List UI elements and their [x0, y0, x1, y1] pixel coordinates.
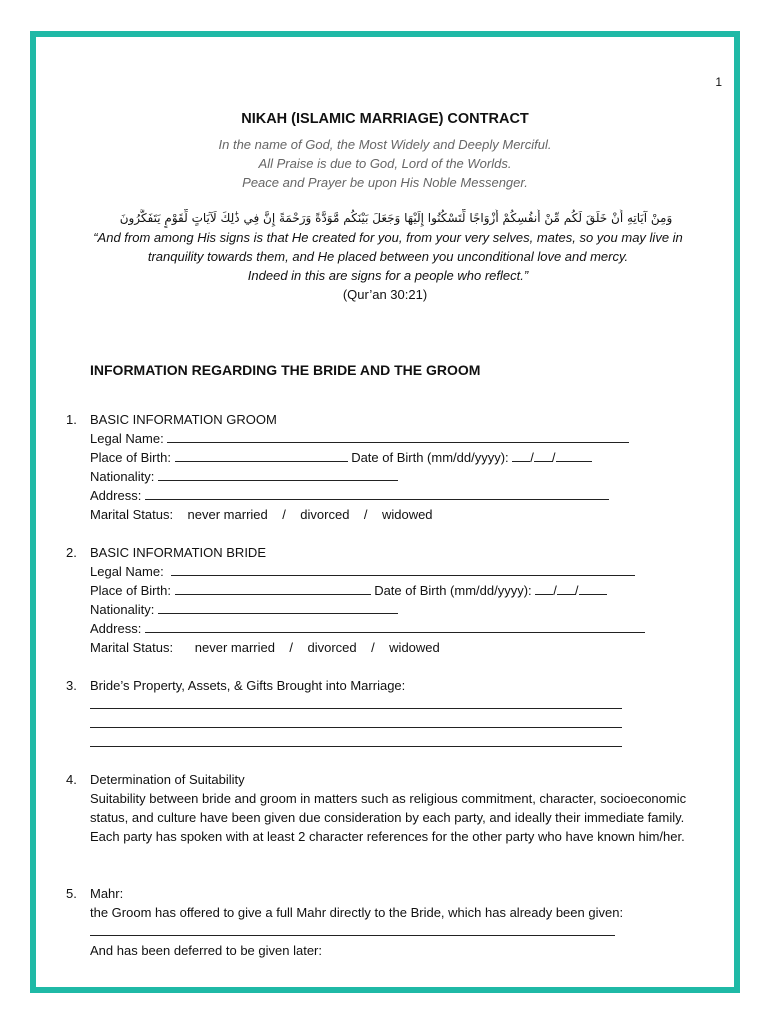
bride-option-never-married[interactable]: never married: [194, 640, 275, 655]
mahr-deferred-text: And has been deferred to be given later:: [90, 943, 322, 958]
bride-option-divorced[interactable]: divorced: [307, 640, 357, 655]
quote-line: Indeed in this are signs for a people who reflect.”: [247, 268, 529, 283]
bride-legal-name-row: [90, 562, 716, 581]
bride-dob-year-field[interactable]: [579, 581, 607, 595]
bride-option-widowed[interactable]: widowed: [389, 640, 440, 655]
groom-place-of-birth-field[interactable]: [175, 448, 348, 462]
groom-section: [66, 410, 716, 524]
property-line-row: [90, 714, 716, 733]
bride-marital-row: [90, 638, 716, 657]
groom-legal-name-field[interactable]: [167, 429, 629, 443]
bride-number: 2.: [66, 545, 77, 560]
groom-nationality-label: Nationality:: [90, 469, 155, 484]
suitability-section: [66, 770, 716, 846]
groom-address-label: Address:: [90, 488, 142, 503]
mahr-number: 5.: [66, 886, 77, 901]
bride-nationality-field[interactable]: [158, 600, 398, 614]
groom-marital-label: Marital Status:: [90, 507, 174, 522]
groom-address-row: [90, 486, 716, 505]
verse-reference: (Qur’an 30:21): [342, 287, 428, 302]
mahr-title: Mahr:: [90, 886, 124, 901]
quote-line: tranquility towards them, and He placed between you unconditional love and mercy.: [147, 249, 629, 264]
groom-dob-label: Date of Birth (mm/dd/yyyy):: [351, 450, 509, 465]
quote-line: “And from among His signs is that He created for you, from your very selves, mates, so you may live in: [93, 230, 683, 245]
groom-dob-year-field[interactable]: [556, 448, 592, 462]
property-line-row: [90, 733, 716, 752]
bride-dob-label: Date of Birth (mm/dd/yyyy):: [374, 583, 532, 598]
property-section: [66, 676, 716, 752]
invocation: [36, 135, 734, 192]
groom-number: 1.: [66, 412, 77, 427]
groom-birth-row: Place of Birth: Date of Birth (mm/dd/yyyy): / /: [90, 448, 716, 467]
property-line-row: [90, 695, 716, 714]
invocation-line: All Praise is due to God, Lord of the Worlds.: [258, 156, 512, 171]
verse-translation: [66, 228, 710, 285]
separator: /: [282, 507, 286, 522]
bride-title: BASIC INFORMATION BRIDE: [90, 545, 266, 560]
mahr-section: [66, 884, 716, 960]
bride-address-row: [90, 619, 716, 638]
bride-marital-label: Marital Status:: [90, 640, 174, 655]
bride-nationality-row: [90, 600, 716, 619]
groom-option-never-married[interactable]: never married: [187, 507, 268, 522]
mahr-given-field[interactable]: [90, 922, 615, 936]
bride-dob-day-field[interactable]: [557, 581, 575, 595]
groom-nationality-row: [90, 467, 716, 486]
bride-section: [66, 543, 716, 657]
bride-address-label: Address:: [90, 621, 142, 636]
groom-place-of-birth-label: Place of Birth:: [90, 450, 171, 465]
separator: /: [289, 640, 294, 655]
separator: /: [363, 507, 368, 522]
invocation-line: Peace and Prayer be upon His Noble Messenger.: [242, 175, 528, 190]
property-field-2[interactable]: [90, 714, 622, 728]
document-page: [36, 37, 734, 987]
section-heading: INFORMATION REGARDING THE BRIDE AND THE GROOM: [90, 362, 481, 378]
bride-place-of-birth-label: Place of Birth:: [90, 583, 171, 598]
document-title: NIKAH (ISLAMIC MARRIAGE) CONTRACT: [241, 111, 529, 127]
groom-marital-row: [90, 505, 716, 524]
groom-dob-month-field[interactable]: [512, 448, 530, 462]
bride-address-field[interactable]: [145, 619, 645, 633]
groom-nationality-field[interactable]: [158, 467, 398, 481]
suitability-number: 4.: [66, 772, 77, 787]
groom-option-divorced[interactable]: divorced: [300, 507, 350, 522]
bride-legal-name-label: Legal Name:: [90, 564, 164, 579]
bride-nationality-label: Nationality:: [90, 602, 155, 617]
groom-legal-name-label: Legal Name:: [90, 431, 164, 446]
suitability-text: Suitability between bride and groom in matters such as religious commitment, character, socioeconomic status, and culture have been given due consideration by each party, and ideally their immediate family. Each party has spoken with at least 2 character references for the other party who have known him/her.: [90, 791, 687, 844]
bride-legal-name-field[interactable]: [171, 562, 635, 576]
page-number: 1: [715, 75, 722, 89]
mahr-given-text: the Groom has offered to give a full Mahr directly to the Bride, which has already been given:: [90, 905, 624, 920]
document-frame: [30, 31, 740, 993]
separator: /: [371, 640, 375, 655]
mahr-given-row: [90, 922, 716, 941]
groom-option-widowed[interactable]: widowed: [381, 507, 433, 522]
groom-title: BASIC INFORMATION GROOM: [90, 412, 277, 427]
property-title: Bride’s Property, Assets, & Gifts Brought into Marriage:: [90, 678, 406, 693]
invocation-line: In the name of God, the Most Widely and Deeply Merciful.: [218, 137, 552, 152]
property-field-3[interactable]: [90, 733, 622, 747]
suitability-title: Determination of Suitability: [90, 772, 245, 787]
bride-dob-month-field[interactable]: [535, 581, 553, 595]
property-number: 3.: [66, 678, 77, 693]
groom-address-field[interactable]: [145, 486, 609, 500]
arabic-verse: وَمِنْ آيَاتِهِ أَنْ خَلَقَ لَكُم مِّنْ أَنفُسِكُمْ أَزْوَاجًا لِّتَسْكُنُوا إِلَيْهَا وَجَعَلَ بَيْنَكُم مَّوَدَّةً وَرَحْمَةً إِنَّ فِي ذَٰلِكَ لَآيَاتٍ لِّقَوْمٍ يَتَفَكَّرُونَ: [119, 211, 673, 225]
bride-place-of-birth-field[interactable]: [175, 581, 371, 595]
groom-dob-day-field[interactable]: [534, 448, 552, 462]
groom-legal-name-row: [90, 429, 716, 448]
bride-birth-row: Place of Birth: Date of Birth (mm/dd/yyyy): / /: [90, 581, 716, 600]
property-field-1[interactable]: [90, 695, 622, 709]
